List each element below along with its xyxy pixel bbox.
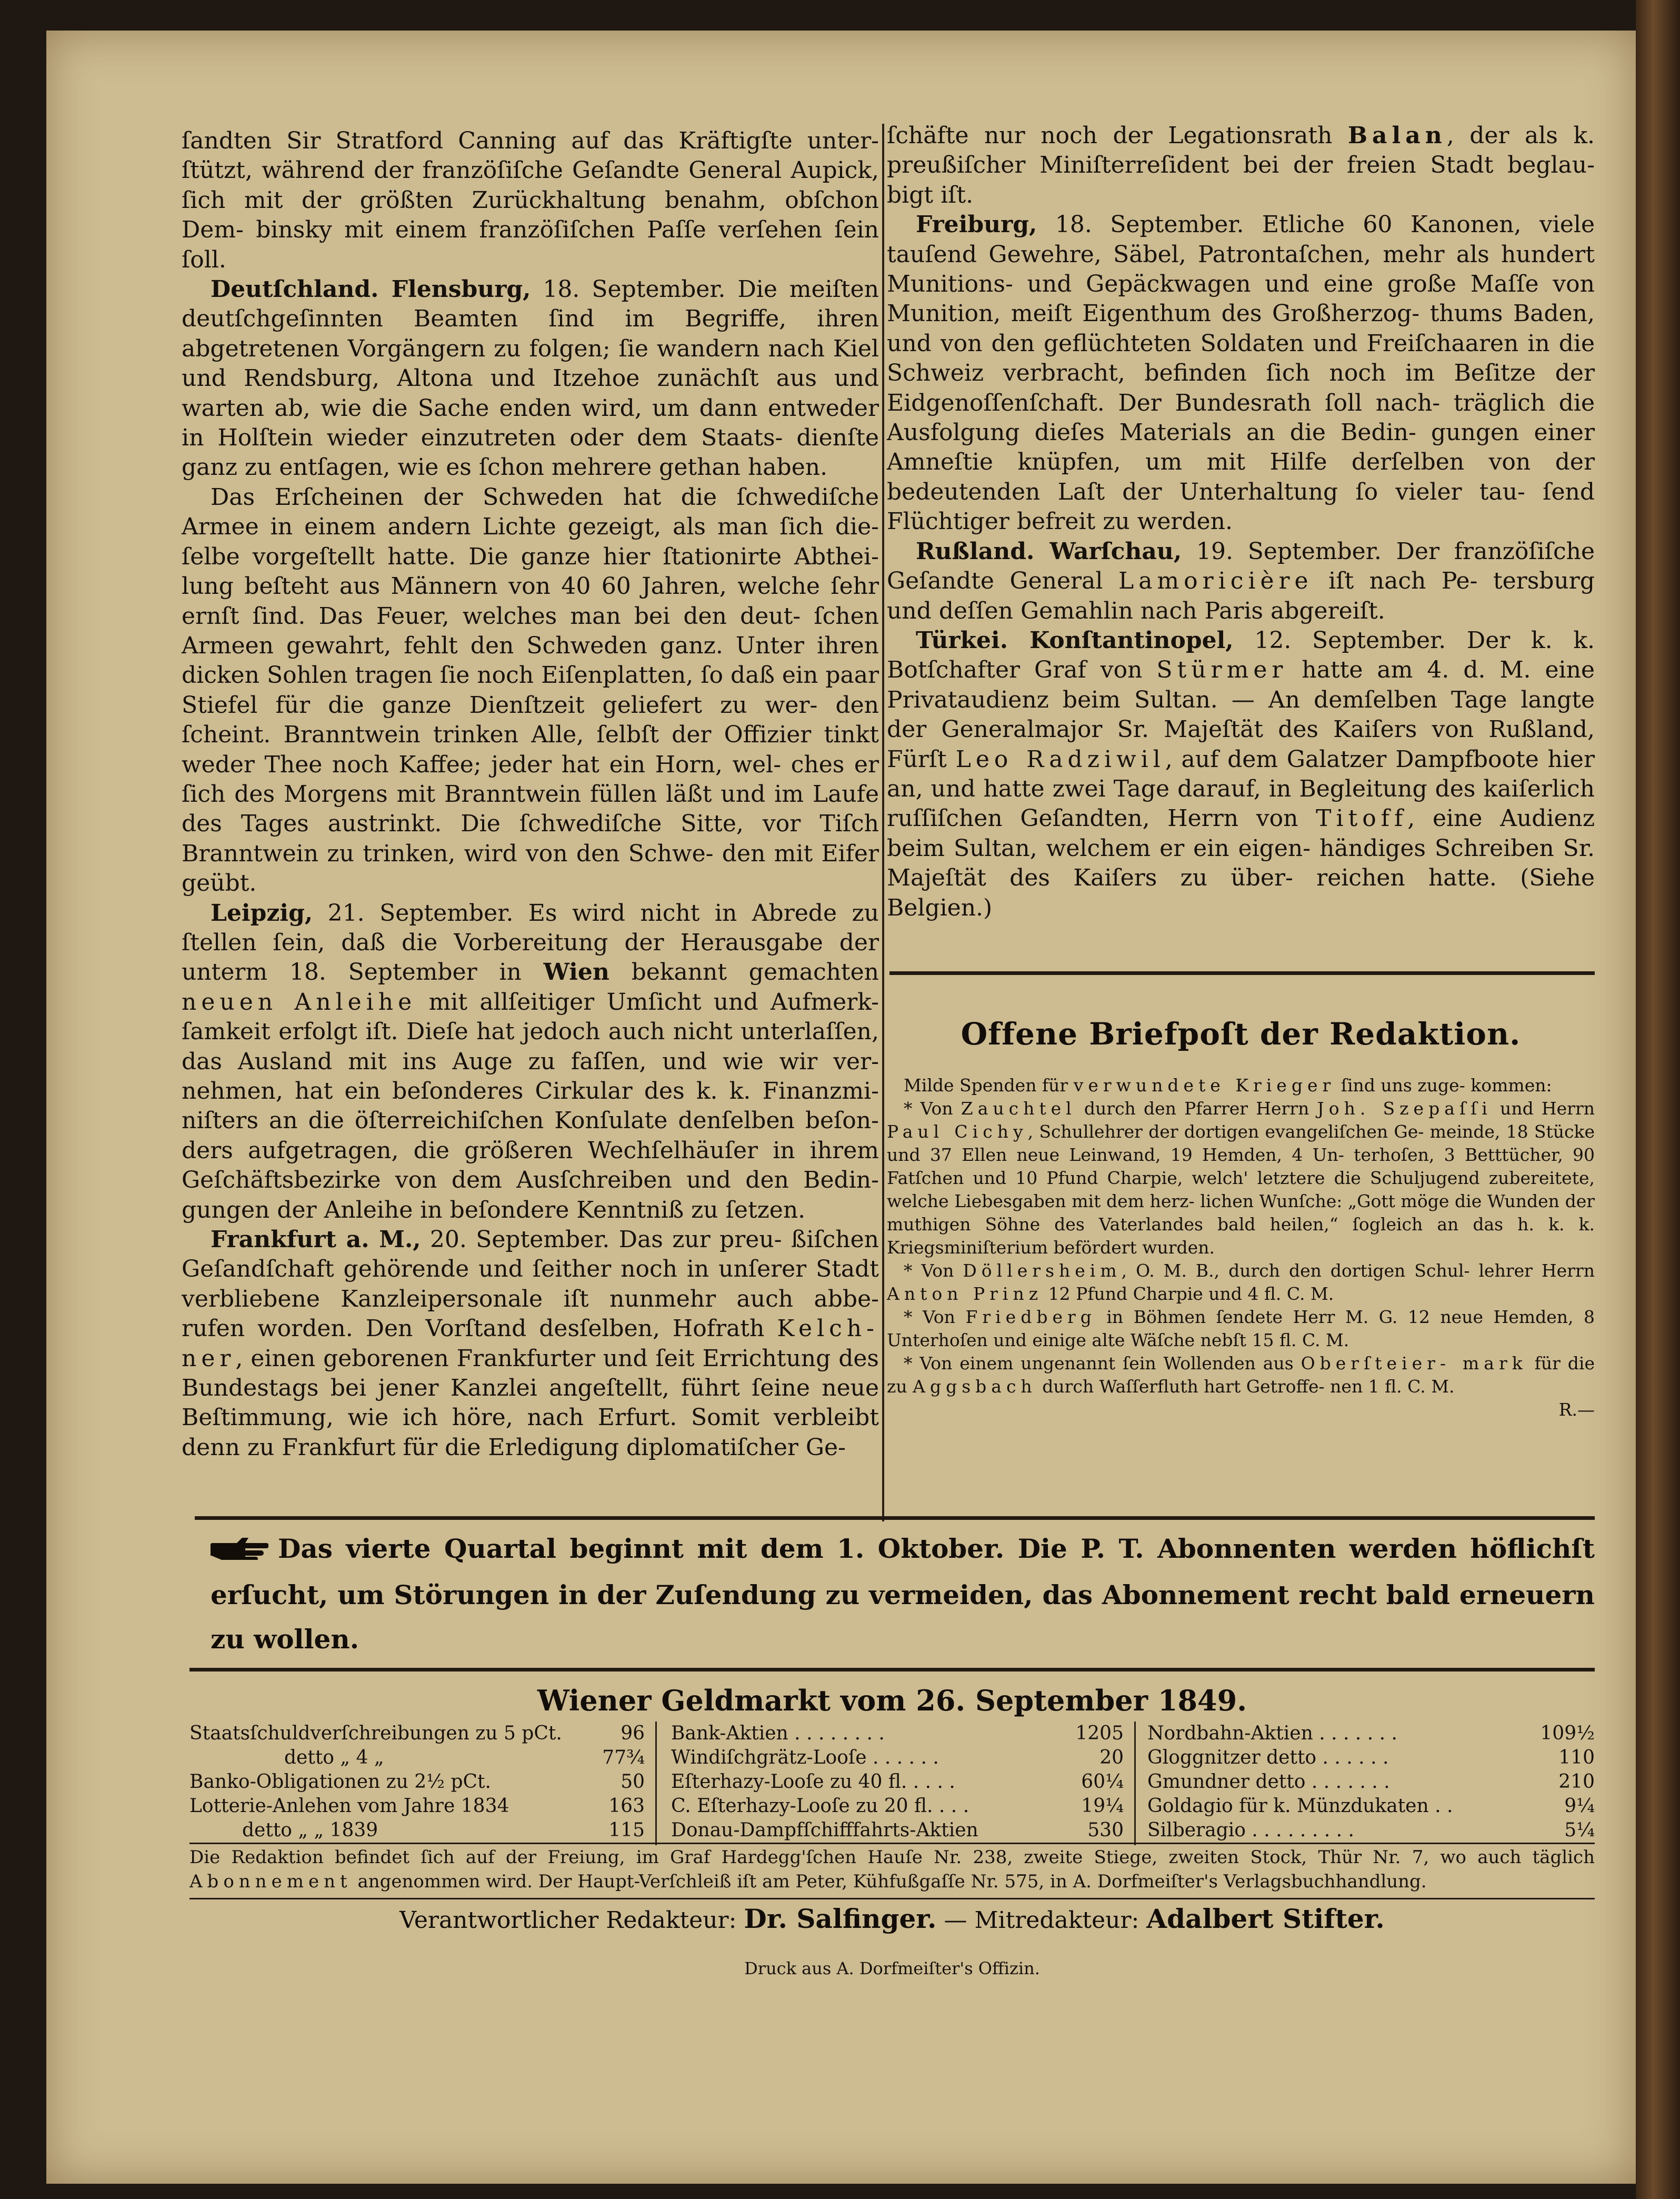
editor-credits: Verantwortlicher Redakteur: Dr. Salfinger. — Mitredakteur: Adalbert Stifter.: [399, 1903, 1385, 1934]
market-divider: [655, 1722, 657, 1845]
market-row: Windiſchgrätz-Looſe . . . . . . 20: [671, 1747, 1124, 1768]
market-row: Gloggnitzer detto . . . . . . 110: [1147, 1747, 1595, 1768]
dateline: Frankfurt a. M.,: [211, 1226, 421, 1253]
article-konstantinopel: Türkei. Konſtantinopel, 12. September. Der k. k. Botſchafter Graf von Stürmer hatte am 4. d. M. eine Privataudienz beim Sultan. — An demſelben Tage langte der Generalmajor Sr. Majeſtät des Kaiſers von Rußland, Fürſt Leo Radziwil, auf dem Galatzer Dampfboote hier an, und hatte zwei Tage darauf, in Begleitung des kaiſerlich ruſſiſchen Geſandten, Herrn von Titoff, eine Audienz beim Sultan, welchem er ein eigen- händiges Schreiben Sr. Majeſtät des Kaiſers zu über- reichen hatte. (Siehe Belgien.): [887, 626, 1595, 921]
briefpost-signature: R.—: [1558, 1399, 1595, 1420]
market-row: Nordbahn-Aktien . . . . . . . 109½: [1147, 1723, 1595, 1744]
market-row: Bank-Aktien . . . . . . . . 1205: [671, 1723, 1124, 1744]
market-row: Silberagio . . . . . . . . . 5¼: [1147, 1819, 1595, 1841]
article-paragraph: ſchäfte nur noch der Legationsrath Balan, der als k. preußiſcher Miniſterreſident bei der freien Stadt beglau- bigt iſt.: [887, 122, 1595, 208]
market-row: Donau-Dampfſchifffahrts-Aktien 530: [671, 1819, 1124, 1841]
printer-credit: Druck aus A. Dorfmeiſter's Offizin.: [744, 1958, 1040, 1978]
article-flensburg: Deutſchland. Flensburg, 18. September. Die meiſten deutſchgeſinnten Beamten ſind im Begriffe, ihren abgetretenen Vorgängern zu folgen; ſie wandern nach Kiel und Rendsburg, Altona und Itzehoe zunächſt aus und warten ab, wie die Sache enden wird, um dann entweder in Holſtein wieder einzutreten oder dem Staats- dienſte ganz zu entſagen, wie es ſchon mehrere gethan haben.: [182, 276, 879, 481]
column-divider: [882, 124, 884, 1521]
article-freiburg: Freiburg, 18. September. Etliche 60 Kanonen, viele tauſend Gewehre, Säbel, Patrontaſchen, mehr als hundert Munitions- und Gepäckwagen und eine große Maſſe von Munition, meiſt Eigenthum des Großherzog- thums Baden, und von den geflüchteten Soldaten und Freiſchaaren in die Schweiz verbracht, befinden ſich noch im Beſitze der Eidgenoſſenſchaft. Der Bundesrath ſoll nach- träglich die Ausfolgung dieſes Materials an die Bedin- gungen einer Amneſtie knüpfen, um mit Hilfe derſelben von der bedeutenden Laſt der Unterhaltung ſo vieler tau- ſend Flüchtiger befreit zu werden.: [887, 211, 1595, 535]
market-row: Staatsſchuldverſchreibungen zu 5 pCt. 96: [189, 1723, 645, 1744]
briefpost-body: [887, 1074, 1595, 1421]
right-column: [887, 121, 1595, 923]
market-row: detto „ „ 1839 115: [242, 1819, 645, 1841]
book-spine: [1636, 0, 1680, 2199]
market-row: Eſterhazy-Looſe zu 40 fl. . . . . 60¼: [671, 1771, 1124, 1793]
article-paragraph: ſandten Sir Stratford Canning auf das Kräftigſte unter- ſtützt, während der franzöſiſche Geſandte General Aupick, ſich mit der größten Zurückhaltung benahm, obſchon Dem- binsky mit einem franzöſiſchen Paſſe verſehen ſein ſoll.: [182, 127, 879, 273]
dateline: Türkei. Konſtantinopel,: [916, 626, 1234, 654]
article-paragraph: Das Erſcheinen der Schweden hat die ſchwediſche Armee in einem andern Lichte gezeigt, als man ſich die- ſelbe vorgeſtellt hatte. Die ganze hier ſtationirte Abthei- lung beſteht aus Männern von 40 60 Jahren, welche ſehr ernſt ſind. Das Feuer, welches man bei den deut- ſchen Armeen gewahrt, fehlt den Schweden ganz. Unter ihren dicken Sohlen tragen ſie noch Eiſenplatten, ſo daß ein paar Stiefel für die ganze Dienſtzeit geliefert zu wer- den ſcheint. Branntwein trinken Alle, ſelbſt der Offizier tinkt weder Thee noch Kaffee; jeder hat ein Horn, wel- ches er ſich des Morgens mit Branntwein füllen läßt und im Laufe des Tages austrinkt. Die ſchwediſche Sitte, vor Tiſch Branntwein zu trinken, wird von den Schwe- den mit Eifer geübt.: [182, 483, 879, 897]
market-row: Goldagio für k. Münzdukaten . . 9¼: [1147, 1795, 1595, 1817]
market-column: [1147, 1722, 1595, 1843]
publisher-info: Die Redaktion befindet ſich auf der Freiung, im Graf Hardegg'ſchen Hauſe Nr. 238, zweite Stiege, zweiten Stock, Thür Nr. 7, wo auch täglich Abonnement angenommen wird. Der Haupt-Verſchleiß iſt am Peter, Kühfußgaſſe Nr. 575, in A. Dorfmeiſter's Verlagsbuchhandlung.: [189, 1847, 1595, 1892]
briefpost-entry: * Von Zauchtel durch den Pfarrer Herrn Joh. Szepaſſi und Herrn Paul Cichy, Schullehrer der dortigen evangeliſchen Ge- meinde, 18 Stücke und 37 Ellen neue Leinwand, 19 Hemden, 4 Un- terhoſen, 3 Betttücher, 90 Fatſchen und 10 Pfund Charpie, welch' letztere die Schuljugend zubereitete, welche Liebesgaben mit dem herz- lichen Wunſche: „Gott möge die Wunden der muthigen Söhne des Vaterlandes bald heilen,“ ſogleich an das h. k. k. Kriegsminiſterium befördert wurden.: [887, 1098, 1595, 1258]
market-title: Wiener Geldmarkt vom 26. September 1849.: [537, 1684, 1247, 1717]
briefpost-intro: Milde Spenden für verwundete Krieger ſind uns zuge- kommen:: [904, 1075, 1552, 1096]
market-row: detto „ 4 „ 77¾: [284, 1747, 645, 1768]
section-rule: [195, 1516, 1595, 1520]
article-frankfurt: Frankfurt a. M., 20. September. Das zur preu- ßiſchen Geſandſchaft gehörende und ſeither noch in unſerer Stadt verbliebene Kanzleipersonale iſt nunmehr auch abbe- rufen worden. Den Vorſtand desſelben, Hofrath Kelch- ner, einen geborenen Frankfurter und ſeit Errichtung des Bundestags bei jener Kanzlei angeſtellt, führt ſeine neue Beſtimmung, wie ich höre, nach Erfurt. Somit verbleibt denn zu Frankfurt für die Erledigung diplomatiſcher Ge-: [182, 1226, 879, 1461]
market-column: [189, 1722, 645, 1843]
dateline: Leipzig,: [211, 899, 313, 927]
market-divider: [1134, 1722, 1136, 1845]
briefpost-entry: * Von Friedberg in Böhmen ſendete Herr M. G. 12 neue Hemden, 8 Unterhoſen und einige alte Wäſche nebſt 15 fl. C. M.: [887, 1307, 1595, 1350]
pointing-hand-icon: [211, 1529, 268, 1573]
article-warschau: Rußland. Warſchau, 19. September. Der franzöſiſche Geſandte General Lamoricière iſt nach Pe- tersburg und deſſen Gemahlin nach Paris abgereiſt.: [887, 538, 1595, 624]
dateline: Freiburg,: [916, 211, 1037, 238]
section-rule: [189, 1668, 1595, 1671]
subscription-notice: Das vierte Quartal beginnt mit dem 1. Oktober. Die P. T. Abonnenten werden höflichſt erſucht, um Störungen in der Zuſendung zu vermeiden, das Abonnement recht bald erneuern zu wollen.: [211, 1527, 1595, 1661]
dateline: Rußland. Warſchau,: [916, 538, 1182, 565]
footer-rule: [189, 1898, 1595, 1899]
market-row: C. Eſterhazy-Looſe zu 20 fl. . . . 19¼: [671, 1795, 1124, 1817]
left-column: [182, 126, 879, 1462]
market-row: Banko-Obligationen zu 2½ pCt. 50: [189, 1771, 645, 1793]
article-leipzig: Leipzig, 21. September. Es wird nicht in Abrede zu ſtellen ſein, daß die Vorbereitung der Herausgabe der unterm 18. September in Wien bekannt gemachten neuen Anleihe mit allſeitiger Umſicht und Aufmerk- ſamkeit erfolgt iſt. Dieſe hat jedoch auch nicht unterlaſſen, das Ausland mit ins Auge zu faſſen, und wie wir ver- nehmen, hat ein beſonderes Cirkular des k. k. Finanzmi- niſters an die öſterreichiſchen Konſulate denſelben beſon- ders aufgetragen, die größeren Wechſelhäuſer in ihrem Geſchäftsbezirke von dem Ausſchreiben und den Bedin- gungen der Anleihe in beſondere Kenntniß zu ſetzen.: [182, 899, 879, 1223]
market-column: [671, 1722, 1124, 1843]
section-rule: [889, 971, 1595, 975]
briefpost-entry: * Von einem ungenannt ſein Wollenden aus Oberſteier- mark für die zu Aggsbach durch Waſſerfluth hart Getroffe- nen 1 fl. C. M.: [887, 1353, 1595, 1397]
footer-rule: [189, 1843, 1595, 1844]
briefpost-title: Offene Briefpoſt der Redaktion.: [961, 1016, 1521, 1052]
briefpost-entry: * Von Döllersheim, O. M. B., durch den dortigen Schul- lehrer Herrn Anton Prinz 12 Pfund Charpie und 4 fl. C. M.: [887, 1260, 1595, 1304]
dateline: Deutſchland. Flensburg,: [211, 276, 531, 303]
market-row: Gmundner detto . . . . . . . 210: [1147, 1771, 1595, 1793]
market-row: Lotterie-Anlehen vom Jahre 1834 163: [189, 1795, 645, 1817]
